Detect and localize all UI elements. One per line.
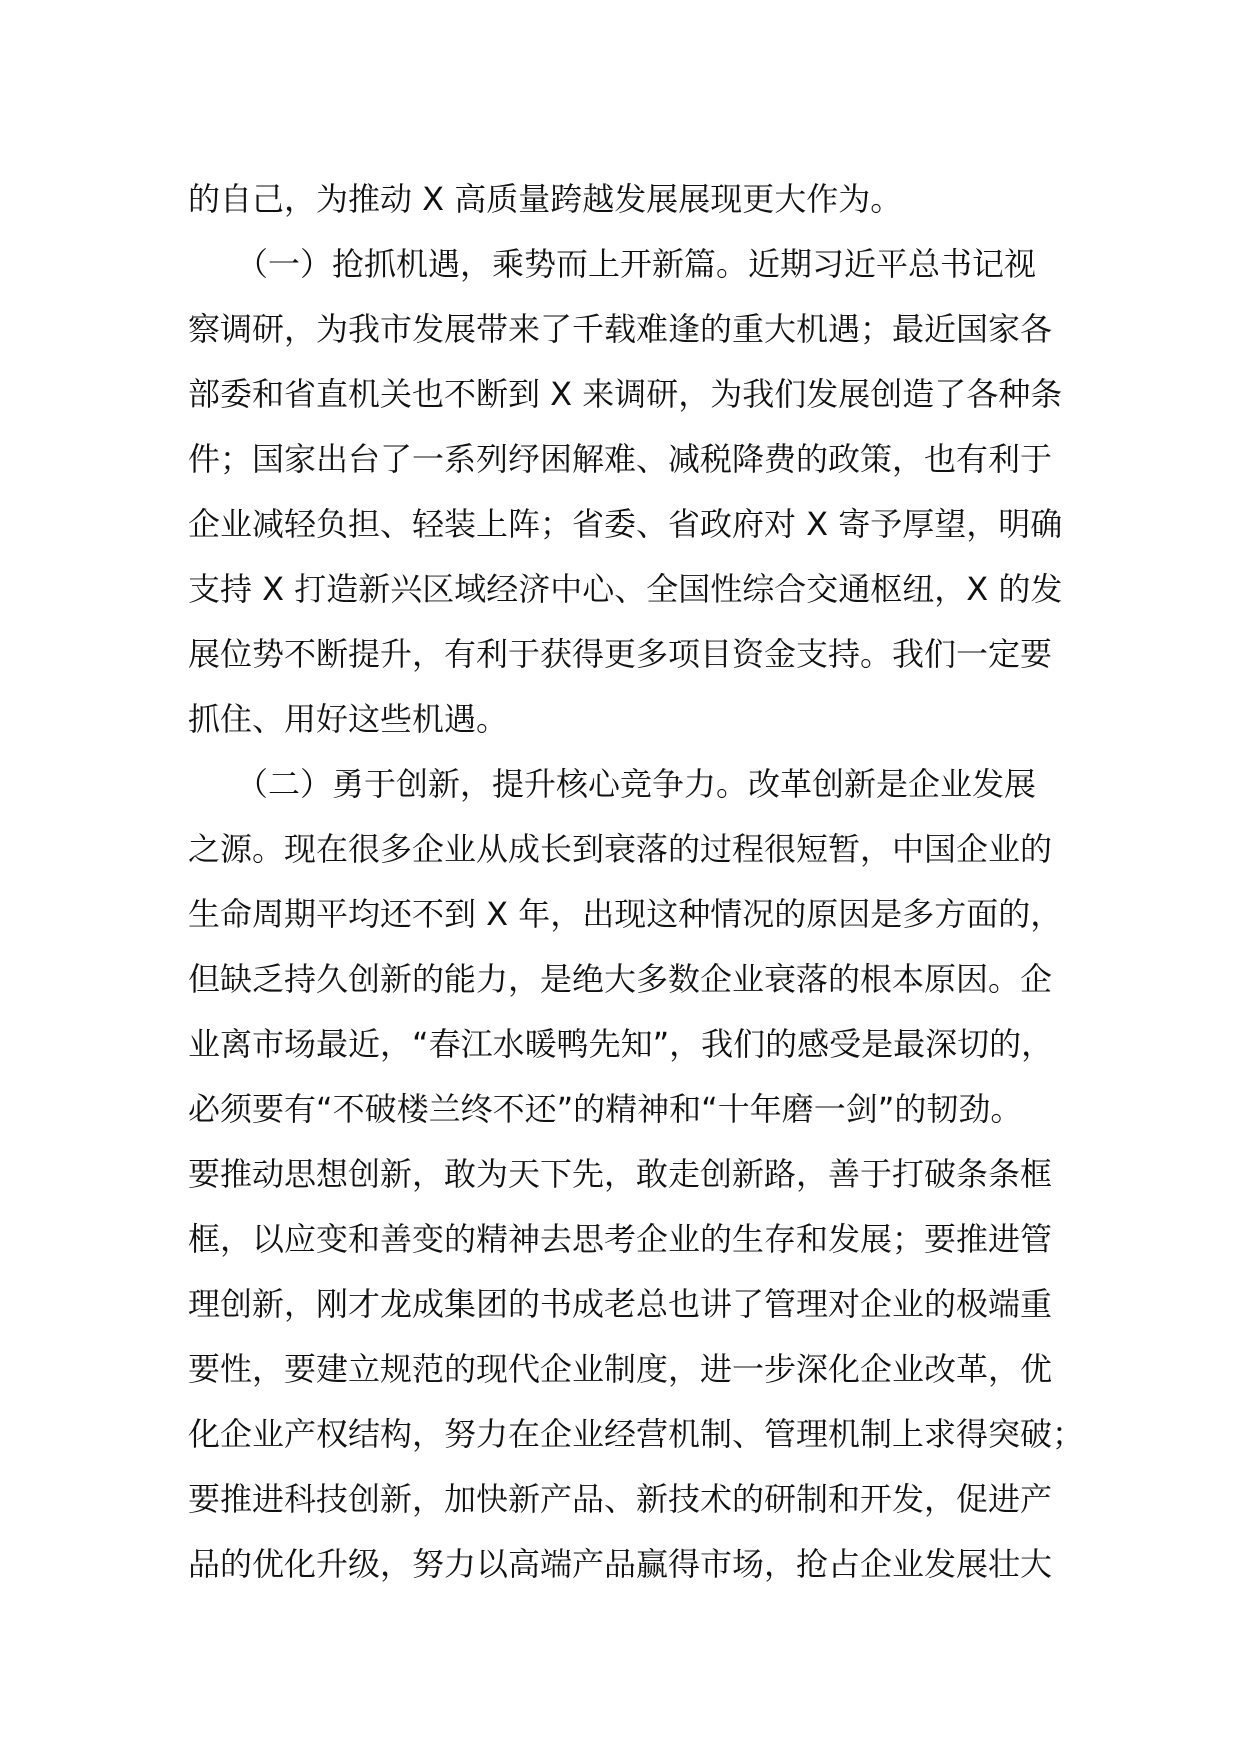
text-line-15: 必须要有“不破楼兰终不还”的精神和“十年磨一剑”的韧劲。 bbox=[188, 1090, 1023, 1128]
text-line-22: 品的优化升级，努力以高端产品赢得市场，抢占企业发展壮大 bbox=[188, 1545, 1053, 1583]
text-line-19: 要性，要建立规范的现代企业制度，进一步深化企业改革，优 bbox=[188, 1350, 1053, 1388]
text-line-14: 业离市场最近，“春江水暖鸭先知”，我们的感受是最深切的， bbox=[188, 1025, 1054, 1063]
text-line-18: 理创新，刚才龙成集团的书成老总也讲了管理对企业的极端重 bbox=[188, 1285, 1053, 1323]
text-line-5: 件；国家出台了一系列纾困解难、减税降费的政策，也有利于 bbox=[188, 440, 1053, 478]
text-line-17: 框，以应变和善变的精神去思考企业的生存和发展；要推进管 bbox=[188, 1220, 1053, 1258]
text-line-10: （二）勇于创新，提升核心竞争力。改革创新是企业发展 bbox=[188, 765, 1037, 803]
text-line-7: 支持 X 打造新兴区域经济中心、全国性综合交通枢纽，X 的发 bbox=[188, 570, 1063, 608]
text-line-16: 要推动思想创新，敢为天下先，敢走创新路，善于打破条条框 bbox=[188, 1155, 1053, 1193]
text-line-6: 企业减轻负担、轻装上阵；省委、省政府对 X 寄予厚望，明确 bbox=[188, 505, 1063, 543]
text-line-2: （一）抢抓机遇，乘势而上开新篇。近期习近平总书记视 bbox=[188, 245, 1037, 283]
body-text bbox=[188, 172, 1088, 1602]
text-line-21: 要推进科技创新，加快新产品、新技术的研制和开发，促进产 bbox=[188, 1480, 1053, 1518]
text-line-9: 抓住、用好这些机遇。 bbox=[188, 700, 509, 738]
text-line-8: 展位势不断提升，有利于获得更多项目资金支持。我们一定要 bbox=[188, 635, 1053, 673]
text-line-4: 部委和省直机关也不断到 X 来调研，为我们发展创造了各种条 bbox=[188, 375, 1063, 413]
text-line-12: 生命周期平均还不到 X 年，出现这种情况的原因是多方面的， bbox=[188, 895, 1063, 933]
text-line-3: 察调研，为我市发展带来了千载难逢的重大机遇；最近国家各 bbox=[188, 310, 1053, 348]
text-line-11: 之源。现在很多企业从成长到衰落的过程很短暂，中国企业的 bbox=[188, 830, 1053, 868]
text-line-1: 的自己，为推动 X 高质量跨越发展展现更大作为。 bbox=[188, 180, 903, 218]
text-line-13: 但缺乏持久创新的能力，是绝大多数企业衰落的根本原因。企 bbox=[188, 960, 1053, 998]
text-line-20: 化企业产权结构，努力在企业经营机制、管理机制上求得突破； bbox=[188, 1415, 1085, 1453]
